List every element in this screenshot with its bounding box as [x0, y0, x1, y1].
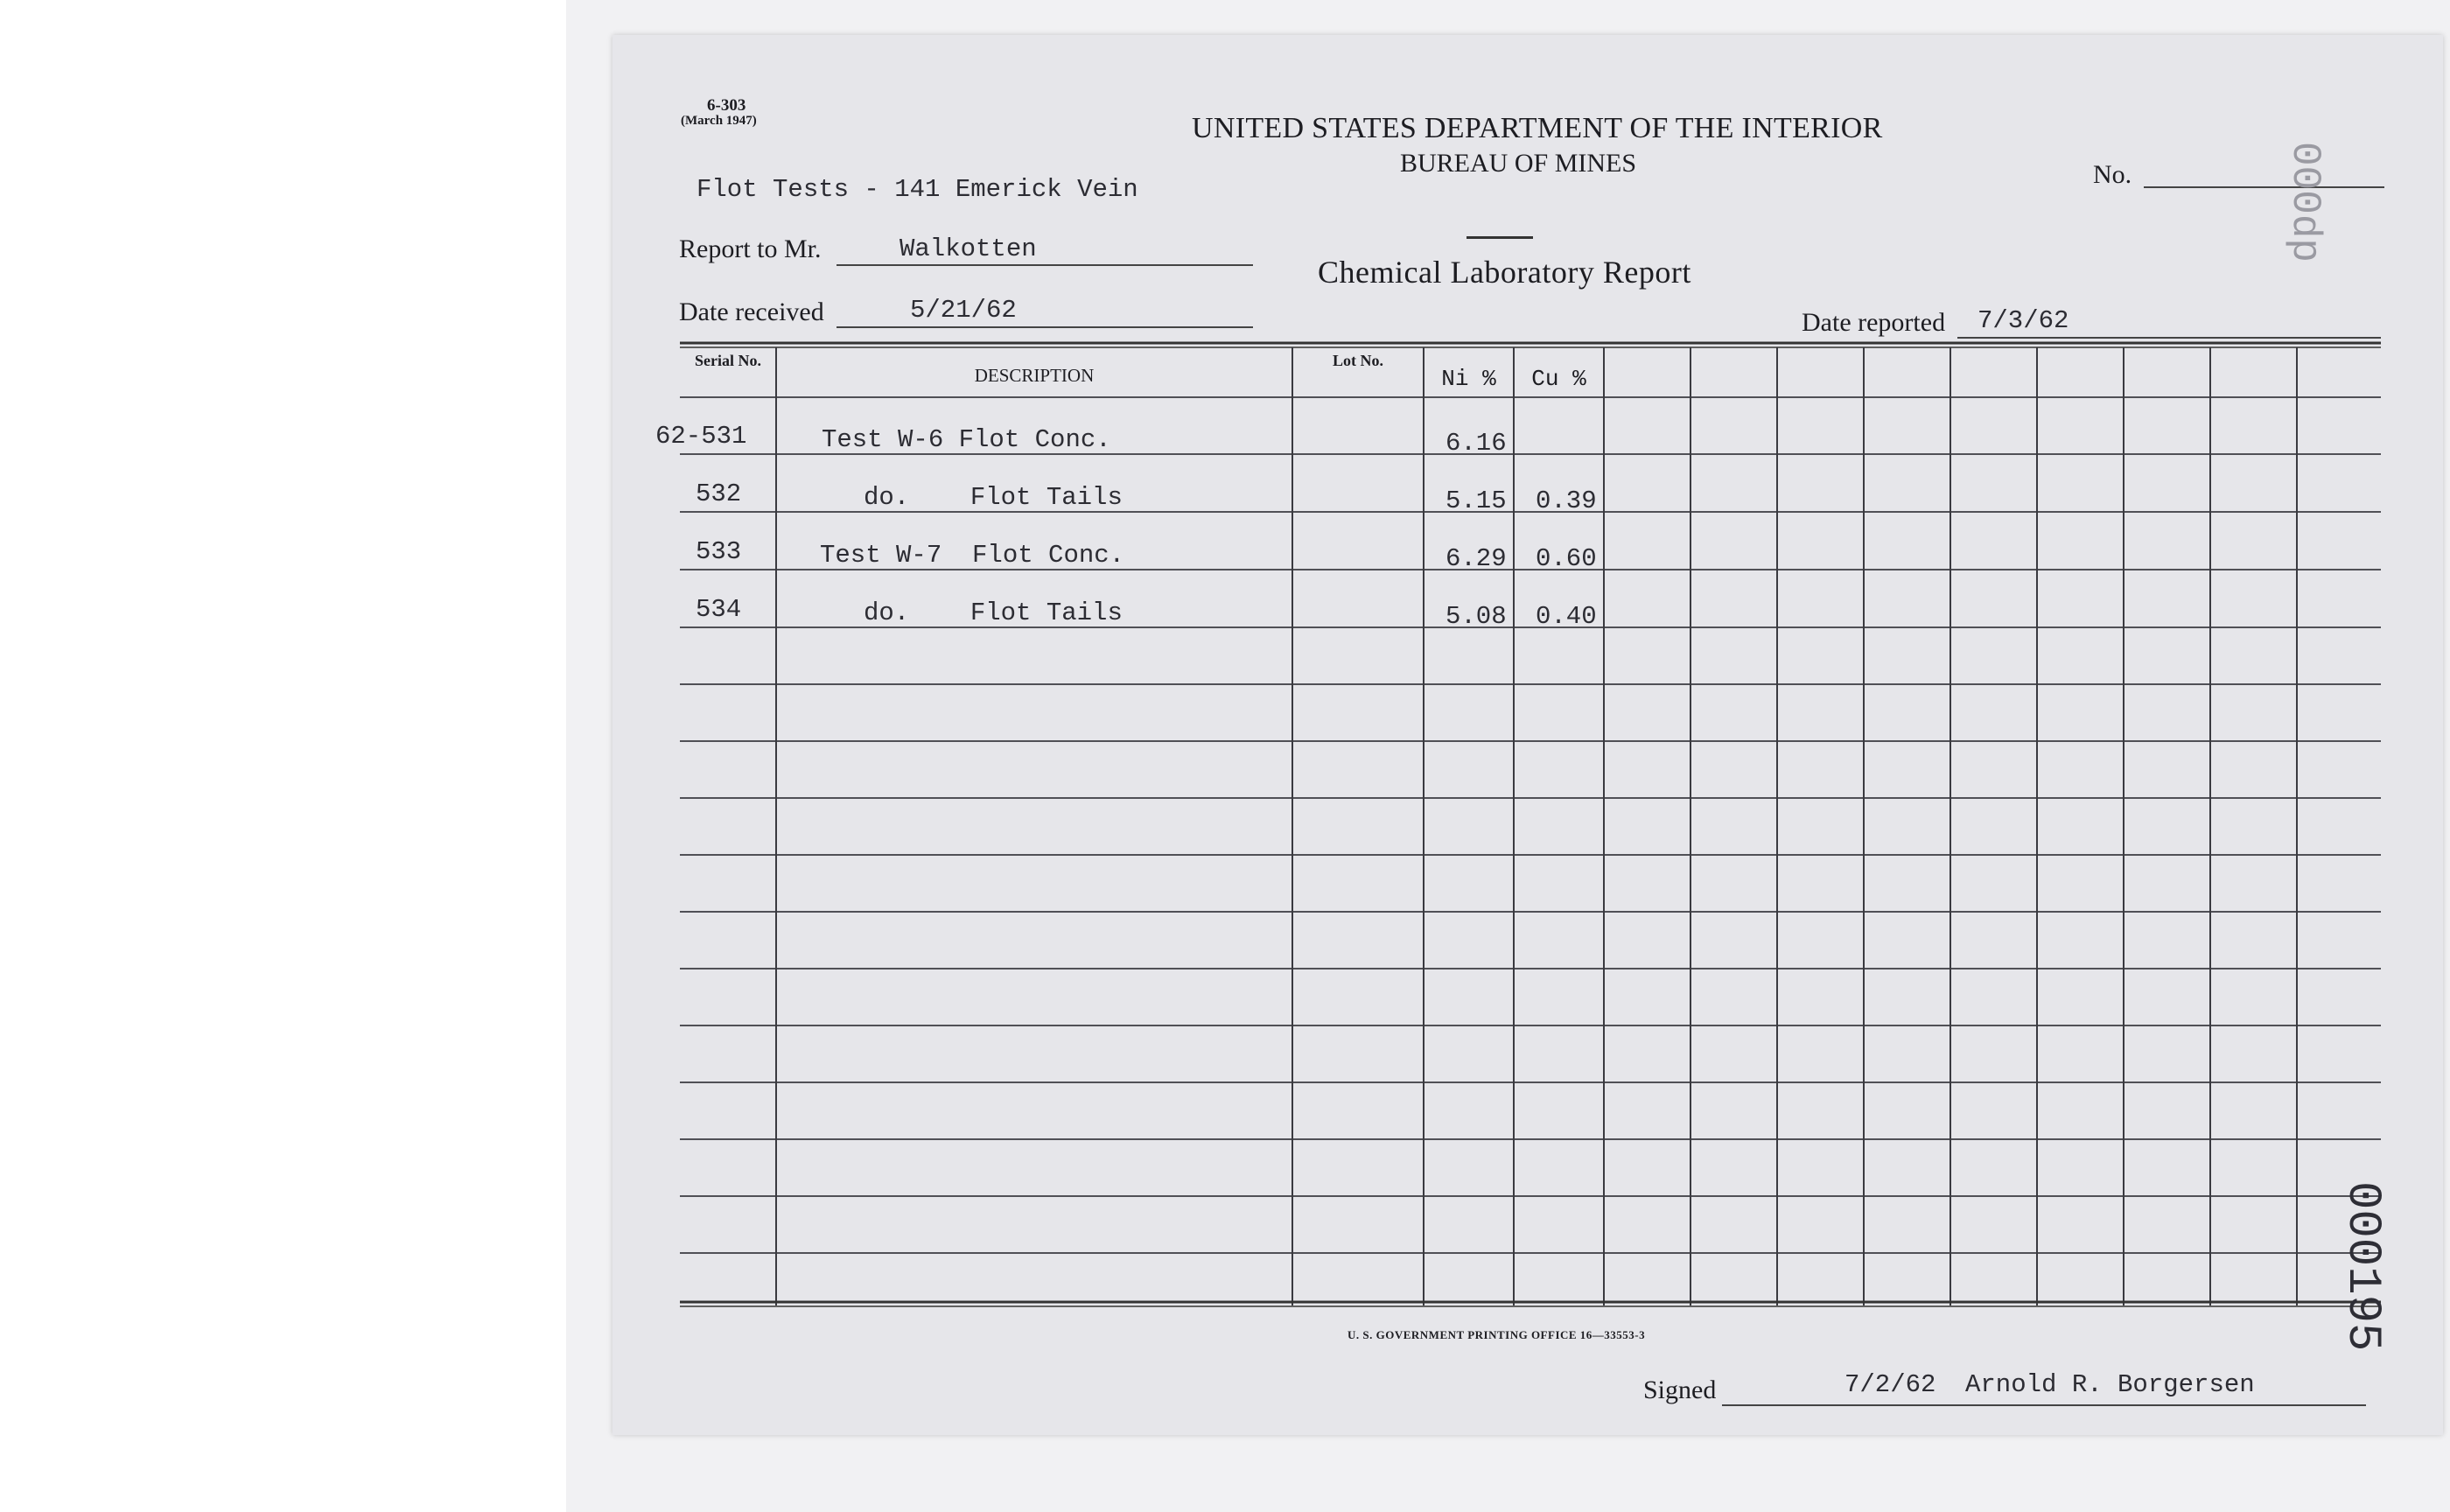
signer-name: Arnold R. Borgersen: [1965, 1370, 2255, 1399]
report-to-value[interactable]: Walkotten: [900, 234, 1037, 263]
row-2-cu: 0.39: [1536, 486, 1597, 515]
margin-stamp-faded: 000dp: [2282, 142, 2328, 263]
project-title: Flot Tests - 141 Emerick Vein: [696, 175, 1138, 204]
header-ni-percent: Ni %: [1441, 366, 1496, 392]
date-reported-label: Date reported: [1802, 308, 1946, 337]
row-3-description: Test W-7 Flot Conc.: [820, 541, 1125, 570]
report-number-label: No.: [2093, 160, 2132, 189]
bureau-name: BUREAU OF MINES: [1400, 149, 1637, 178]
date-received-value[interactable]: 5/21/62: [910, 296, 1017, 325]
printer-imprint: U. S. GOVERNMENT PRINTING OFFICE 16—33553-3: [1348, 1328, 1646, 1341]
date-received-field-line: [836, 326, 1253, 328]
margin-stamp-page-number: 000195: [2335, 1181, 2389, 1352]
date-reported-value[interactable]: 7/3/62: [1978, 306, 2069, 335]
form-revision-date: (March 1947): [681, 114, 757, 128]
row-1-description: Test W-6 Flot Conc.: [822, 425, 1111, 454]
row-4-description: do. Flot Tails: [864, 598, 1123, 627]
header-serial-no: Serial No.: [695, 352, 761, 369]
date-received-label: Date received: [679, 298, 824, 326]
row-2-ni: 5.15: [1446, 486, 1507, 515]
report-title: Chemical Laboratory Report: [1318, 255, 1691, 290]
header-description: DESCRIPTION: [974, 365, 1095, 386]
row-4-ni: 5.08: [1446, 602, 1507, 631]
header-lot-no: Lot No.: [1333, 352, 1383, 369]
agency-title: UNITED STATES DEPARTMENT OF THE INTERIOR: [1192, 112, 1883, 144]
row-3-serial: 533: [696, 537, 742, 566]
report-number-field[interactable]: [2144, 186, 2384, 188]
results-table: [655, 341, 2381, 1314]
row-4-serial: 534: [696, 595, 742, 624]
row-2-description: do. Flot Tails: [864, 483, 1123, 512]
signature-field-line: [1722, 1404, 2366, 1406]
row-1-serial: 62-531: [655, 422, 747, 451]
signed-label: Signed: [1643, 1376, 1717, 1404]
date-reported-field-line: [1957, 337, 2381, 339]
table-horizontal-rules: [680, 397, 2381, 1253]
laboratory-report-form: [612, 35, 2443, 1435]
signed-date: 7/2/62: [1844, 1370, 1936, 1399]
title-rule: [1466, 236, 1533, 239]
row-4-cu: 0.40: [1536, 602, 1597, 631]
row-3-ni: 6.29: [1446, 544, 1507, 573]
row-3-cu: 0.60: [1536, 544, 1597, 573]
row-2-serial: 532: [696, 480, 742, 508]
report-to-label: Report to Mr.: [679, 234, 822, 263]
row-1-ni: 6.16: [1446, 429, 1507, 458]
header-cu-percent: Cu %: [1531, 366, 1586, 392]
report-to-field-line: [836, 264, 1253, 266]
form-number: 6-303: [707, 96, 746, 115]
